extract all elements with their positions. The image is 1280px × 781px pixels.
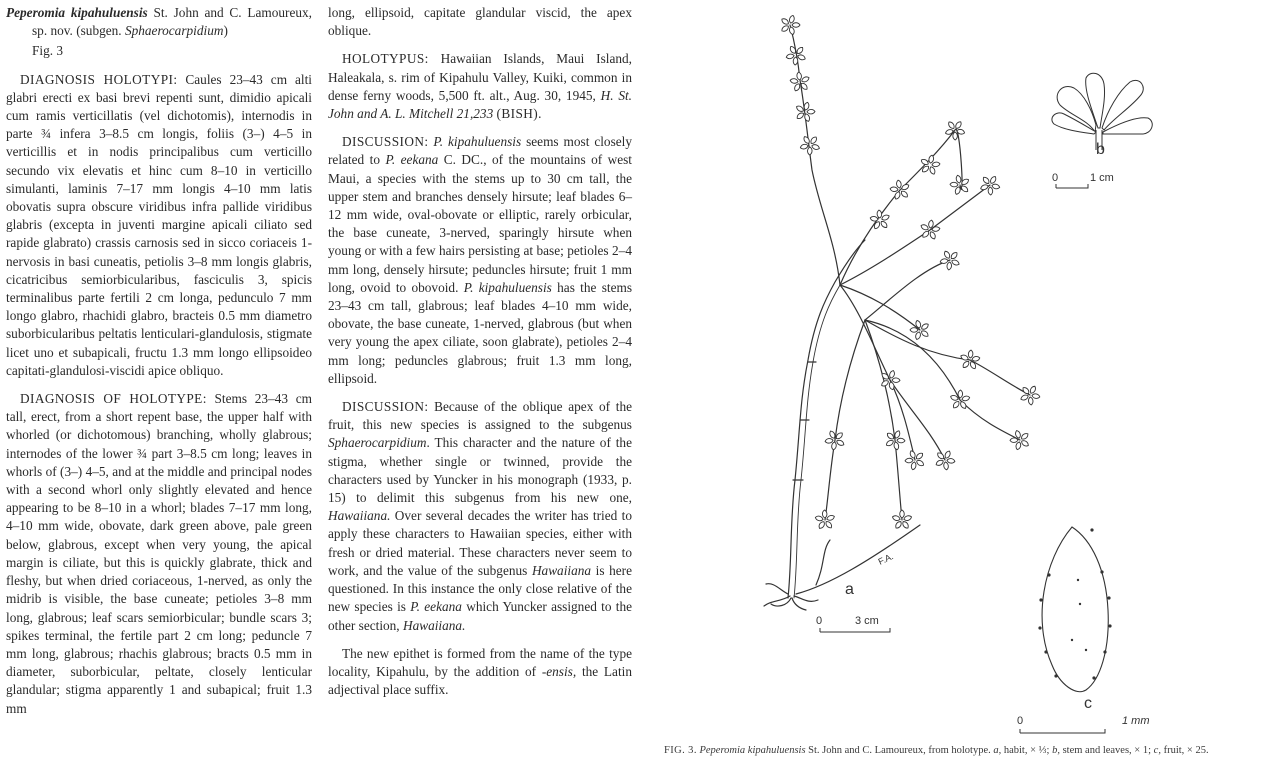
svg-text:0: 0 bbox=[1017, 715, 1024, 727]
leaf bbox=[793, 83, 801, 92]
leaf bbox=[951, 259, 960, 266]
leaf bbox=[836, 439, 845, 447]
leaf bbox=[991, 183, 1000, 189]
leaf bbox=[901, 520, 909, 529]
leaf bbox=[807, 109, 815, 114]
leaf bbox=[893, 441, 899, 450]
leaf bbox=[1010, 438, 1018, 443]
artist-initials: F.A. bbox=[876, 551, 895, 567]
leaf bbox=[921, 230, 930, 239]
leaf bbox=[890, 187, 898, 192]
leaf bbox=[920, 322, 929, 330]
leaf bbox=[796, 46, 805, 55]
leaf bbox=[1028, 397, 1033, 405]
leaf bbox=[900, 510, 905, 518]
leaf bbox=[796, 72, 802, 81]
svg-text:3 cm: 3 cm bbox=[855, 615, 879, 627]
leaf bbox=[822, 510, 827, 518]
leaf bbox=[800, 143, 809, 150]
leaf bbox=[797, 54, 806, 61]
label-a: a bbox=[845, 581, 854, 598]
leaf bbox=[958, 390, 963, 398]
leaf bbox=[944, 450, 952, 459]
leaf bbox=[1015, 441, 1022, 450]
fruit-drawing bbox=[1038, 527, 1111, 692]
leaf bbox=[915, 331, 922, 340]
leaf bbox=[1020, 439, 1029, 447]
leaf bbox=[880, 379, 889, 387]
leaf bbox=[897, 438, 905, 443]
leaf bbox=[826, 514, 835, 521]
leaf bbox=[1029, 385, 1037, 394]
leaf bbox=[929, 231, 937, 240]
leaf bbox=[901, 183, 910, 191]
scale-bar-c bbox=[1017, 715, 1150, 733]
leaf bbox=[825, 520, 834, 529]
species-heading: Peperomia kipahuluensis St. John and C. Lamoureux, sp. nov. (subgen. Sphaerocarpidium) bbox=[6, 5, 312, 39]
leaf bbox=[795, 105, 804, 113]
leaf bbox=[932, 162, 940, 167]
leaf bbox=[873, 221, 881, 230]
latin-diagnosis: DIAGNOSIS HOLOTYPI: Caules 23–43 cm alti glabri erecti ex basi brevi repenti sunt, dimidio apicali cum ramis verticillatis (vel dichotomis), internodis in parte ¾ infera 3–8.5 cm longis, foliis (3–) 4–5 in verticillis et in nodis principalibus cum verticillo secundo vix elevatis et hinc cum 8–10 in verticillo simulanti, laminis 7–17 mm longis 4–10 mm latis obovatis supra obscure viridibus infra pallide viridibus glabris (excepta in juventi margine apicali ciliato sed rapide glabrato) crassis carnosis sed in sicco coriaceis 1-nervosis in basi cuneatis, petiolis 3–8 mm longis glabris, cicatricibus semiorbicularibus, fasciculis 3, spicis terminalibus parte fertili 2 cm longa, pedunculo 7 mm longo glabro, rhachidi glabro, bracteis 0.5 mm diametro suborbicularibus peltatis lenticulari-glandulosis, stigmate licet uno et subapicali, fructu 1.3 mm longo ellipsoideo capitati-glandulosi-viscidi apice obliquo. bbox=[6, 71, 312, 378]
leaf bbox=[831, 442, 837, 451]
leaf bbox=[955, 175, 961, 184]
leaf bbox=[909, 450, 916, 459]
svg-text:1 cm: 1 cm bbox=[1090, 172, 1114, 184]
epithet-paragraph: The new epithet is formed from the name of the type locality, Kipahulu, by the addition of -ensis, the Latin adjectival place suffix. bbox=[328, 645, 632, 698]
leaf bbox=[935, 459, 944, 467]
leaf bbox=[793, 57, 798, 65]
leaf bbox=[911, 461, 917, 470]
leaf bbox=[980, 184, 989, 191]
leaf bbox=[982, 176, 991, 185]
diagnosis-continued: long, ellipsoid, capitate glandular viscid, the apex oblique. bbox=[328, 5, 632, 39]
leaf bbox=[988, 187, 993, 195]
holotype-paragraph: HOLOTYPUS: Hawaiian Islands, Maui Island, Haleakala, s. rim of Kipahulu Valley, Kuiki, common in dense ferny woods, 5,500 ft. alt., Aug. 30, 1945, H. St. John and A. L. Mitchell 21,233 (BISH). bbox=[328, 51, 633, 122]
leaf bbox=[790, 78, 799, 84]
leaf bbox=[945, 129, 954, 136]
text-column-left bbox=[6, 4, 312, 718]
leaf bbox=[900, 190, 909, 199]
leaf bbox=[952, 400, 961, 409]
habit-drawing bbox=[764, 25, 1030, 610]
leaf bbox=[781, 17, 790, 25]
leaf bbox=[954, 121, 962, 130]
leaf bbox=[910, 328, 918, 333]
leaf bbox=[880, 220, 889, 229]
leaf bbox=[1020, 394, 1029, 401]
leaf bbox=[781, 24, 790, 32]
scale-bar-b bbox=[1052, 172, 1114, 188]
leaf bbox=[818, 520, 826, 529]
leaf bbox=[905, 458, 913, 463]
leaf bbox=[903, 515, 912, 522]
leaf bbox=[921, 165, 930, 174]
leaf bbox=[961, 395, 970, 401]
leaf bbox=[807, 147, 812, 155]
leaf bbox=[959, 400, 967, 409]
discussion-paragraph-2: DISCUSSION: Because of the oblique apex of the fruit, this new species is assigned to the subgenus Sphaerocarpidium. This character and the nature of the stigma, whether single or twinned, provide the characters used by Yuncker in his monograph (1933, p. 15) to delimit this subgenus from his new one, Hawaiiana. Over several decades the writer has tried to apply these characters to Hawaiian species, either with fresh or dried material. These characters never seem to work, and the value of the subgenus Hawaiiana is here questioned. In this instance the only close relative of the new species is P. eekana which Yuncker assigned to the other section, Hawaiiana. bbox=[328, 399, 633, 633]
leaf bbox=[825, 438, 834, 444]
leaf bbox=[877, 210, 882, 218]
leaf bbox=[953, 132, 958, 140]
leaf bbox=[892, 515, 901, 522]
leaf bbox=[792, 23, 800, 28]
leaf bbox=[960, 185, 969, 194]
label-c: c bbox=[1084, 695, 1092, 712]
leaf bbox=[962, 360, 971, 369]
leaf bbox=[809, 136, 817, 145]
leaf bbox=[920, 223, 929, 231]
botanical-figure bbox=[640, 0, 1280, 781]
scale-bar-a bbox=[816, 615, 890, 632]
leaf bbox=[815, 515, 824, 521]
leaf bbox=[811, 144, 820, 151]
leaf bbox=[920, 158, 929, 166]
leaf bbox=[1022, 386, 1031, 395]
svg-text:0: 0 bbox=[1052, 172, 1059, 184]
figure-caption: FIG. 3. Peperomia kipahuluensis St. John and C. Lamoureux, from holotype. a, habit, × ⅓; b, stem and leaves, × 1; c, fruit, × 25. bbox=[664, 745, 1209, 756]
english-diagnosis: DIAGNOSIS OF HOLOTYPE: Stems 23–43 cm tall, erect, from a short repent base, the upper half with whorled (or dichotomous) branching, wholly glabrous; internodes of the lower ¾ part 3–8.5 cm long; leaves in whorls of (3–) 4–5, and at the middle and principal nodes with a second whorl only slightly elevated and hence appearing to be 8–10 in a whorl; blades 7–17 mm long, 4–10 mm wide, obovate, dark green above, pale green below, glabrous, except when very young, the apical margin is ciliate, but this is quickly glabrate, thick and fleshy, but when dried coriaceous, 1-nerved, as only the midrib is visible, the base cuneate; petioles 3–8 mm long, glabrous; leaf scars semiorbicular; bundle scars 3; spikes terminal, the fertile part 2 cm long; peduncle 7 mm long, glabrous; rhachis glabrous; bracts 0.5 mm in diameter, suborbicular, peltate, closely lenticular glandular; stigma apparently 1 and subapical; fruit 1.3 mm bbox=[6, 391, 312, 716]
leaf bbox=[786, 53, 795, 59]
species-name: Peperomia kipahuluensis bbox=[6, 5, 148, 20]
leaf bbox=[929, 166, 936, 175]
leaf bbox=[943, 250, 951, 259]
leaf bbox=[894, 191, 901, 200]
text-column-right bbox=[328, 4, 632, 699]
leaf bbox=[989, 175, 997, 184]
leaf bbox=[881, 214, 890, 221]
leaf bbox=[892, 378, 900, 383]
leaf bbox=[788, 26, 795, 35]
leaf bbox=[1032, 393, 1041, 399]
leaf bbox=[943, 462, 949, 471]
leaf bbox=[803, 135, 811, 144]
leaf bbox=[889, 370, 896, 379]
leaf bbox=[947, 121, 955, 130]
svg-text:0: 0 bbox=[816, 615, 823, 627]
label-b: b bbox=[1096, 141, 1105, 158]
leaf bbox=[936, 451, 945, 460]
leaf bbox=[896, 180, 902, 189]
leaf bbox=[915, 452, 924, 461]
leaf bbox=[950, 182, 958, 187]
leaf bbox=[947, 262, 952, 270]
discussion-paragraph-1: DISCUSSION: P. kipahuluensis seems most closely related to P. eekana C. DC., of the mountains of west Maui, a species with the stems up to 30 cm tall, the upper stem and branches densely hirsute; leaf blades 6–12 mm wide, oval-obovate or elliptic, rarely orbicular, the base cuneate, 3-nerved, sparingly hirsute when young or with a few hairs persisting at base; petioles 2–4 mm long, densely hirsute; peduncles hirsute; fruit 1 mm long, ovoid to obovoid. P. kipahuluensis has the stems 23–43 cm tall, glabrous; leaf blades 4–10 mm wide, obovate, the base cuneate, 1-nerved, glabrous (but when very young the apex ciliate, soon glabrate), petioles 2–4 mm long; peduncles glabrous; fruit 1.3 mm long, ellipsoid. bbox=[328, 134, 633, 386]
leaf bbox=[1020, 432, 1029, 440]
leaf bbox=[969, 361, 977, 370]
figure-reference: Fig. 3 bbox=[32, 43, 64, 59]
habit-leaves bbox=[781, 15, 1041, 530]
leaf bbox=[870, 216, 879, 222]
leaf bbox=[796, 112, 805, 121]
leaf bbox=[885, 439, 894, 447]
leaf bbox=[894, 520, 902, 529]
leaf bbox=[920, 329, 929, 337]
leaf bbox=[916, 459, 925, 467]
svg-text:1 mm: 1 mm bbox=[1122, 715, 1150, 727]
leaf bbox=[788, 15, 795, 24]
leaf bbox=[950, 251, 959, 260]
leaf bbox=[947, 458, 956, 464]
stem-leaves-drawing bbox=[1052, 73, 1152, 150]
leaf bbox=[801, 76, 810, 84]
leaf bbox=[968, 350, 973, 358]
